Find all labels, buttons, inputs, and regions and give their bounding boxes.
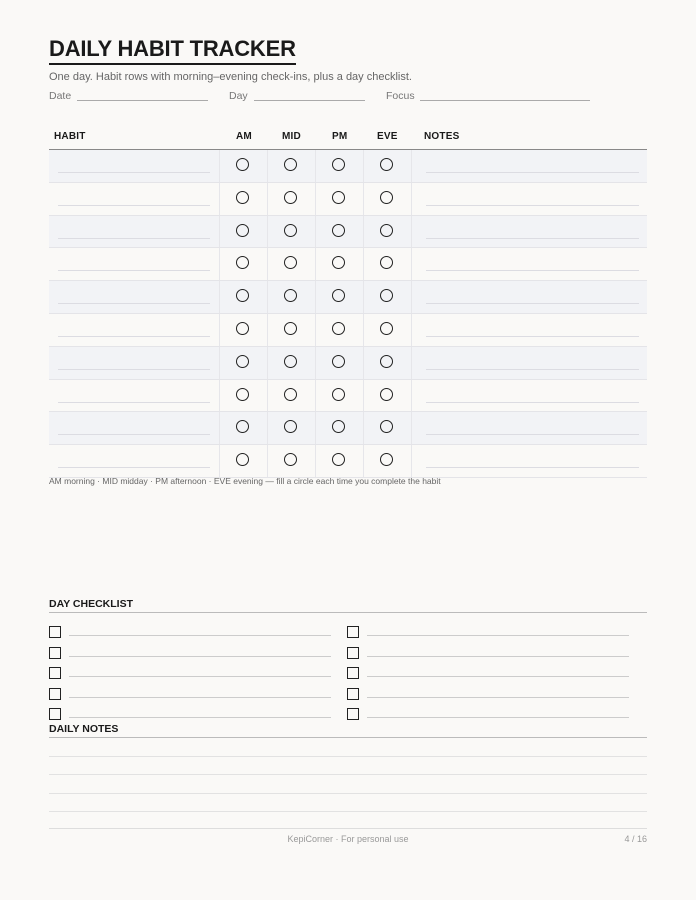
am-checkin-circle[interactable] [236,158,249,171]
cell-divider [363,412,364,444]
cell-divider [219,216,220,248]
eve-checkin-circle[interactable] [380,256,393,269]
cell-divider [267,380,268,412]
cell-divider [363,380,364,412]
cell-divider [267,314,268,346]
checklist-checkbox[interactable] [49,626,61,638]
habit-name-field[interactable] [58,303,210,304]
cell-divider [315,445,316,477]
cell-divider [315,314,316,346]
cell-divider [411,281,412,313]
notes-line [49,756,647,757]
habit-notes-field[interactable] [426,434,639,435]
checklist-checkbox[interactable] [347,626,359,638]
habit-name-field[interactable] [58,434,210,435]
cell-divider [267,216,268,248]
pm-checkin-circle[interactable] [332,322,345,335]
col-am: AM [236,131,252,142]
eve-checkin-circle[interactable] [380,191,393,204]
checklist-item [347,708,629,722]
checklist-item-field[interactable] [69,717,331,718]
cell-divider [411,380,412,412]
col-pm: PM [332,131,348,142]
eve-checkin-circle[interactable] [380,224,393,237]
am-checkin-circle[interactable] [236,322,249,335]
checklist-title: DAY CHECKLIST [49,598,647,613]
notes-line [49,793,647,794]
checklist-checkbox[interactable] [49,708,61,720]
checklist-checkbox[interactable] [49,688,61,700]
cell-divider [411,412,412,444]
table-row [49,412,647,445]
habit-notes-field[interactable] [426,270,639,271]
eve-checkin-circle[interactable] [380,322,393,335]
mid-checkin-circle[interactable] [284,158,297,171]
pm-checkin-circle[interactable] [332,388,345,401]
habit-name-field[interactable] [58,205,210,206]
checklist-item-field[interactable] [367,717,629,718]
footer-brand: KepiCorner · For personal use [287,834,409,844]
habit-notes-field[interactable] [426,172,639,173]
habit-name-field[interactable] [58,172,210,173]
notes-line [49,811,647,812]
cell-divider [267,347,268,379]
checklist-checkbox[interactable] [49,647,61,659]
cell-divider [411,347,412,379]
cell-divider [363,314,364,346]
cell-divider [267,445,268,477]
checklist-item-field[interactable] [367,635,629,636]
focus-label: Focus [386,90,415,102]
cell-divider [267,412,268,444]
date-field[interactable] [77,100,208,101]
cell-divider [411,445,412,477]
cell-divider [219,347,220,379]
am-checkin-circle[interactable] [236,420,249,433]
cell-divider [315,150,316,182]
habit-notes-field[interactable] [426,303,639,304]
habit-name-field[interactable] [58,238,210,239]
cell-divider [267,183,268,215]
habit-table-body [49,150,647,478]
habit-notes-field[interactable] [426,369,639,370]
am-checkin-circle[interactable] [236,256,249,269]
cell-divider [315,380,316,412]
habit-notes-field[interactable] [426,467,639,468]
table-row [49,380,647,413]
checklist-item-field[interactable] [69,635,331,636]
checklist-checkbox[interactable] [347,647,359,659]
cell-divider [363,281,364,313]
checklist-checkbox[interactable] [49,667,61,679]
checklist-item [49,708,331,722]
am-checkin-circle[interactable] [236,453,249,466]
footer-divider [49,828,647,829]
day-field[interactable] [254,100,365,101]
cell-divider [219,281,220,313]
page-title: DAILY HABIT TRACKER [49,37,296,65]
checklist-item [347,667,629,681]
cell-divider [411,216,412,248]
habit-name-field[interactable] [58,336,210,337]
eve-checkin-circle[interactable] [380,453,393,466]
checklist-item [49,647,331,661]
habit-name-field[interactable] [58,270,210,271]
notes-line [49,774,647,775]
habit-name-field[interactable] [58,402,210,403]
habit-notes-field[interactable] [426,402,639,403]
focus-field[interactable] [420,100,590,101]
legend-text: AM morning · MID midday · PM afternoon · EVE evening — fill a circle each time you complete the habit [49,476,441,486]
am-checkin-circle[interactable] [236,224,249,237]
pm-checkin-circle[interactable] [332,224,345,237]
cell-divider [363,150,364,182]
mid-checkin-circle[interactable] [284,388,297,401]
checklist-item [49,667,331,681]
pm-checkin-circle[interactable] [332,420,345,433]
pm-checkin-circle[interactable] [332,191,345,204]
mid-checkin-circle[interactable] [284,355,297,368]
checklist-checkbox[interactable] [347,667,359,679]
eve-checkin-circle[interactable] [380,289,393,302]
cell-divider [411,150,412,182]
table-row [49,445,647,478]
mid-checkin-circle[interactable] [284,256,297,269]
habit-notes-field[interactable] [426,336,639,337]
notes-title: DAILY NOTES [49,723,647,738]
cell-divider [315,281,316,313]
pm-checkin-circle[interactable] [332,453,345,466]
mid-checkin-circle[interactable] [284,224,297,237]
cell-divider [363,183,364,215]
checklist-item-field[interactable] [69,697,331,698]
col-mid: MID [282,131,301,142]
checklist-item-field[interactable] [367,676,629,677]
col-eve: EVE [377,131,398,142]
col-notes: NOTES [424,131,460,142]
checklist-checkbox[interactable] [347,688,359,700]
am-checkin-circle[interactable] [236,388,249,401]
eve-checkin-circle[interactable] [380,158,393,171]
cell-divider [219,150,220,182]
mid-checkin-circle[interactable] [284,420,297,433]
habit-notes-field[interactable] [426,238,639,239]
cell-divider [219,412,220,444]
mid-checkin-circle[interactable] [284,191,297,204]
checklist-checkbox[interactable] [347,708,359,720]
table-row [49,314,647,347]
cell-divider [411,248,412,280]
checklist-item-field[interactable] [367,656,629,657]
checklist-item-field[interactable] [367,697,629,698]
day-label: Day [229,90,248,102]
habit-name-field[interactable] [58,369,210,370]
checklist-item [347,626,629,640]
checklist-item-field[interactable] [69,656,331,657]
checklist-item-field[interactable] [69,676,331,677]
cell-divider [267,150,268,182]
cell-divider [219,380,220,412]
cell-divider [267,281,268,313]
table-row [49,150,647,183]
cell-divider [267,248,268,280]
cell-divider [315,216,316,248]
page-number: 4 / 16 [624,834,647,844]
date-label: Date [49,90,72,102]
meta-row [49,90,647,104]
pm-checkin-circle[interactable] [332,289,345,302]
eve-checkin-circle[interactable] [380,355,393,368]
am-checkin-circle[interactable] [236,289,249,302]
cell-divider [219,183,220,215]
cell-divider [363,347,364,379]
table-row [49,281,647,314]
table-row [49,216,647,249]
page [49,0,647,900]
table-row [49,248,647,281]
cell-divider [363,445,364,477]
cell-divider [363,248,364,280]
checklist-item [49,626,331,640]
checklist-item [347,688,629,702]
cell-divider [219,445,220,477]
habit-name-field[interactable] [58,467,210,468]
eve-checkin-circle[interactable] [380,420,393,433]
checklist-item [49,688,331,702]
col-habit: HABIT [54,131,86,142]
cell-divider [315,412,316,444]
cell-divider [219,248,220,280]
cell-divider [315,347,316,379]
cell-divider [315,248,316,280]
cell-divider [363,216,364,248]
pm-checkin-circle[interactable] [332,355,345,368]
am-checkin-circle[interactable] [236,191,249,204]
mid-checkin-circle[interactable] [284,322,297,335]
checklist-item [347,647,629,661]
cell-divider [411,314,412,346]
table-row [49,347,647,380]
mid-checkin-circle[interactable] [284,453,297,466]
pm-checkin-circle[interactable] [332,256,345,269]
pm-checkin-circle[interactable] [332,158,345,171]
cell-divider [411,183,412,215]
eve-checkin-circle[interactable] [380,388,393,401]
am-checkin-circle[interactable] [236,355,249,368]
habit-table-header [49,131,647,150]
cell-divider [315,183,316,215]
mid-checkin-circle[interactable] [284,289,297,302]
cell-divider [219,314,220,346]
table-row [49,183,647,216]
habit-notes-field[interactable] [426,205,639,206]
page-subtitle: One day. Habit rows with morning–evening check-ins, plus a day checklist. [49,71,412,83]
